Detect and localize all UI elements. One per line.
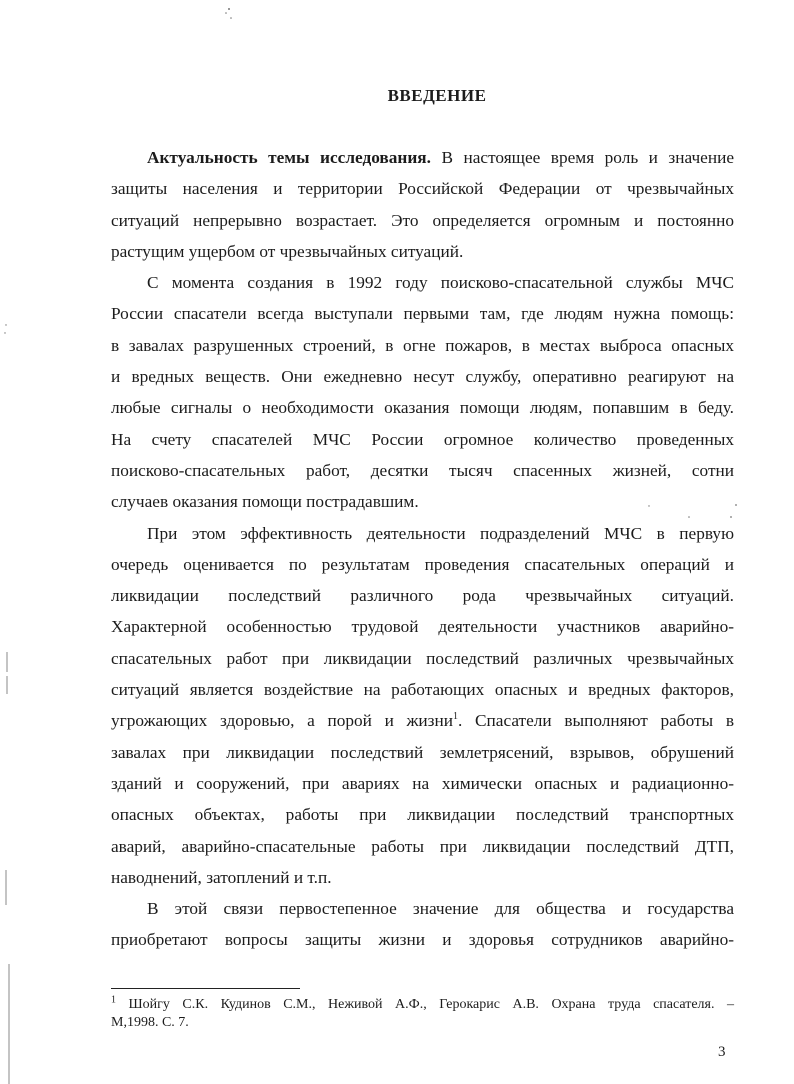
text-line: С момента создания в 1992 году поисково-спасательной службы МЧС — [147, 273, 734, 293]
page-number: 3 — [718, 1044, 726, 1060]
text-line: России спасатели всегда выступали первыми там, где людям нужна помощь: — [111, 304, 734, 324]
text-line: и вредных веществ. Они ежедневно несут службу, оперативно реагируют на — [111, 367, 734, 387]
page-title: ВВЕДЕНИЕ — [387, 86, 487, 105]
paragraph-1 — [111, 142, 734, 267]
paragraph-3 — [111, 518, 734, 894]
footnote-line: М,1998. С. 7. — [111, 1015, 189, 1030]
text-line: опасных объектах, работы при ликвидации последствий транспортных — [111, 805, 734, 825]
footnote-line: $^1$ Шойгу С.К. Кудинов С.М., Неживой А.Ф., Герокарис А.В. Охрана труда спасателя. – — [111, 994, 734, 1012]
text-line: аварий, аварийно-спасательные работы при ликвидации последствий ДТП, — [111, 836, 734, 856]
paragraph-2 — [111, 267, 734, 517]
text-line: поисково-спасательных работ, десятки тысяч спасенных жизней, сотни — [111, 460, 734, 480]
text-line: завалах при ликвидации последствий землетрясений, взрывов, обрушений — [111, 742, 734, 762]
text-line: случаев оказания помощи пострадавшим. — [111, 492, 419, 512]
paragraph-lead: Актуальность темы исследования. — [147, 148, 431, 167]
footnote-separator — [111, 988, 300, 989]
footnote-reference[interactable]: 1 — [453, 711, 459, 723]
text-line: в завалах разрушенных строений, в огне пожаров, в местах выброса опасных — [111, 335, 734, 355]
text-line: наводнений, затоплений и т.п. — [111, 867, 332, 887]
text-line: В этой связи первостепенное значение для общества и государства — [147, 899, 734, 919]
text-line: любые сигналы о необходимости оказания помощи людям, попавшим в беду. — [111, 398, 734, 418]
text-line: зданий и сооружений, при авариях на химически опасных и радиационно- — [111, 773, 734, 793]
text-line: спасательных работ при ликвидации последствий различных чрезвычайных — [111, 648, 734, 668]
footnote-mark: 1 — [111, 994, 116, 1006]
text-line: очередь оценивается по результатам проведения спасательных операций и — [111, 554, 734, 574]
text-line: На счету спасателей МЧС России огромное количество проведенных — [111, 429, 734, 449]
text-line: угрожающих здоровью, а порой и жизни$^1$. Спасатели выполняют работы в — [111, 711, 734, 731]
footnote — [111, 996, 734, 1032]
text-line: ситуаций является воздействие на работающих опасных и вредных факторов, — [111, 680, 734, 700]
text-line: защиты населения и территории Российской Федерации от чрезвычайных — [111, 179, 734, 199]
text-line: Актуальность темы исследования. В настоящее время роль и значение — [147, 148, 735, 167]
text-line: При этом эффективность деятельности подразделений МЧС в первую — [147, 523, 734, 543]
text-line: приобретают вопросы защиты жизни и здоровья сотрудников аварийно- — [111, 930, 734, 950]
text-line: ситуаций непрерывно возрастает. Это определяется огромным и постоянно — [111, 210, 734, 230]
text-line: ликвидации последствий различного рода чрезвычайных ситуаций. — [111, 586, 734, 606]
text-line: растущим ущербом от чрезвычайных ситуаций. — [111, 241, 464, 261]
body-text — [111, 142, 734, 956]
paragraph-4 — [111, 893, 734, 956]
text-line: Характерной особенностью трудовой деятельности участников аварийно- — [111, 617, 734, 637]
